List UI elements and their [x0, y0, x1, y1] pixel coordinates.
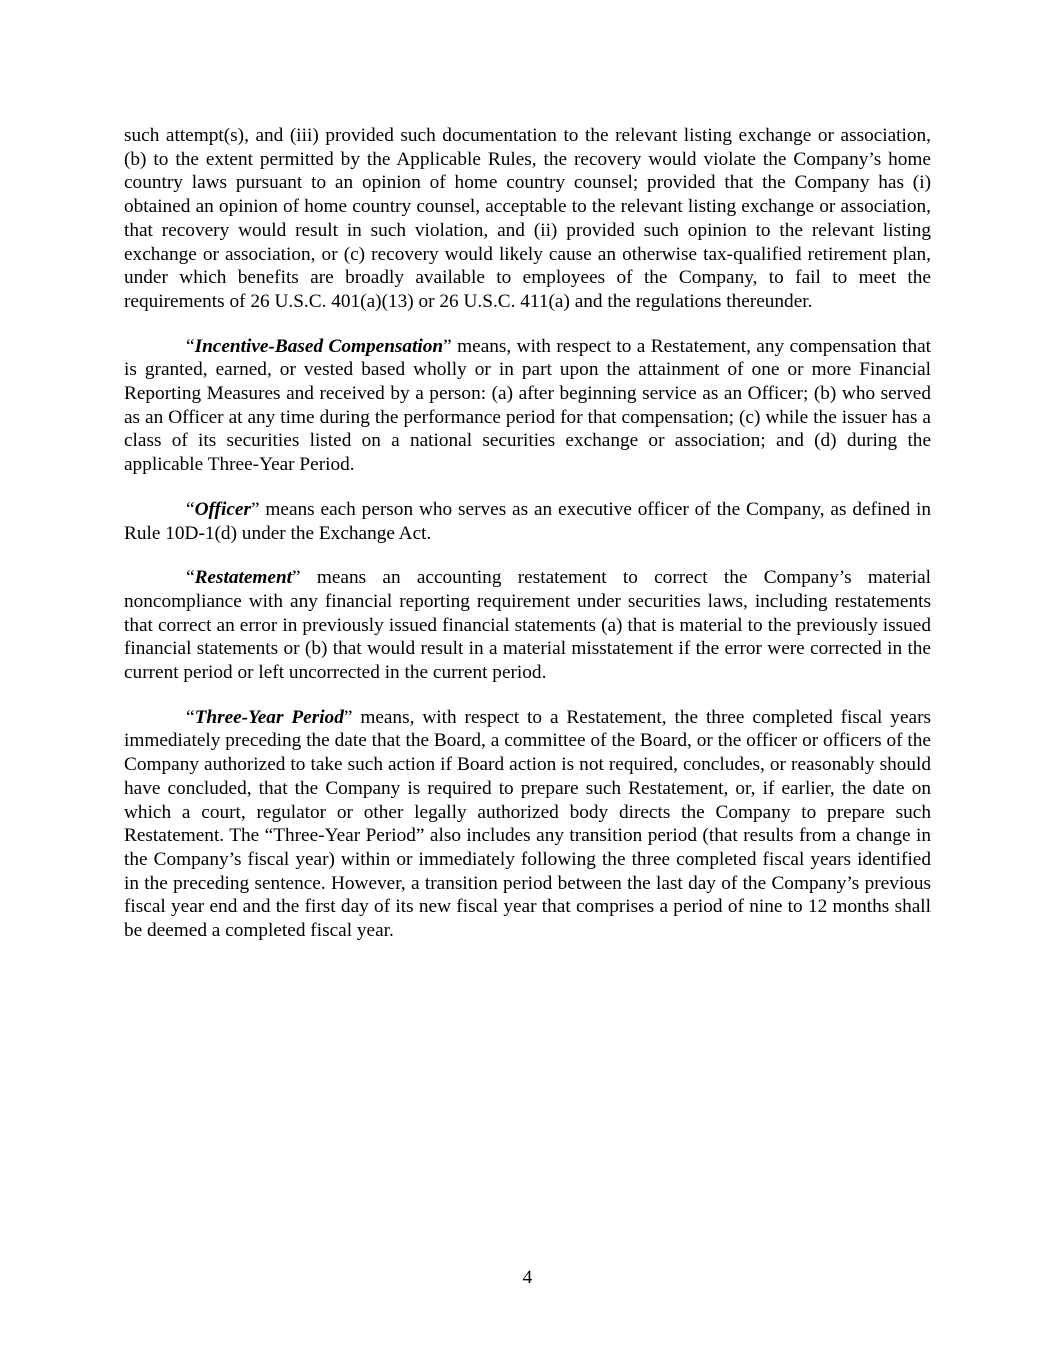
defined-term: Officer	[194, 498, 251, 520]
definition-text: ” means, with respect to a Restatement, the three completed fiscal years immediately preceding the date that the Board, a committee of the Board, or the officer or officers of the Company authorized to take such action if Board action is not required, concludes, or reasonably should have concluded, that the Company is required to prepare such Restatement, or, if earlier, the date on which a court, regulator or other legally authorized body directs the Company to prepare such Restatement. The “Three-Year Period” also includes any transition period (that results from a change in the Company’s fiscal year) within or immediately following the three completed fiscal years identified in the preceding sentence. However, a transition period between the last day of the Company’s previous fiscal year end and the first day of its new fiscal year that comprises a period of nine to 12 months shall be deemed a completed fiscal year.	[124, 706, 931, 942]
defined-term: Three-Year Period	[194, 706, 344, 728]
defined-term: Incentive-Based Compensation	[194, 335, 444, 357]
definition-text: ” means an accounting restatement to correct the Company’s material noncompliance with any financial reporting requirement under securities laws, including restatements that correct an error in previously issued financial statements (a) that is material to the previously issued financial statements or (b) that would result in a material misstatement if the error were corrected in the current period or left uncorrected in the current period.	[124, 567, 931, 684]
open-quote: “	[186, 567, 195, 589]
document-page	[124, 124, 931, 964]
open-quote: “	[186, 498, 195, 520]
open-quote: “	[186, 706, 195, 728]
definition-officer	[124, 498, 931, 545]
defined-term: Restatement	[194, 567, 293, 589]
definition-text: ” means each person who serves as an executive officer of the Company, as defined in Rule 10D-1(d) under the Exchange Act.	[124, 498, 931, 544]
definition-restatement	[124, 566, 931, 685]
continuation-paragraph: such attempt(s), and (iii) provided such documentation to the relevant listing exchange or association, (b) to the extent permitted by the Applicable Rules, the recovery would violate the Company’s home country laws pursuant to an opinion of home country counsel; provided that the Company has (i) obtained an opinion of home country counsel, acceptable to the relevant listing exchange or association, that recovery would result in such violation, and (ii) provided such opinion to the relevant listing exchange or association, or (c) recovery would likely cause an otherwise tax-qualified retirement plan, under which benefits are broadly available to employees of the Company, to fail to meet the requirements of 26 U.S.C. 401(a)(13) or 26 U.S.C. 411(a) and the regulations thereunder.	[124, 125, 931, 312]
definition-incentive-based-compensation	[124, 335, 931, 477]
open-quote: “	[186, 335, 195, 357]
page-number: 4	[522, 1267, 533, 1288]
definition-text: ” means, with respect to a Restatement, any compensation that is granted, earned, or vested based wholly or in part upon the attainment of one or more Financial Reporting Measures and received by a person: (a) after beginning service as an Officer; (b) who served as an Officer at any time during the performance period for that compensation; (c) while the issuer has a class of its securities listed on a national securities exchange or association; and (d) during the applicable Three-Year Period.	[124, 335, 932, 476]
definition-three-year-period	[124, 706, 931, 943]
